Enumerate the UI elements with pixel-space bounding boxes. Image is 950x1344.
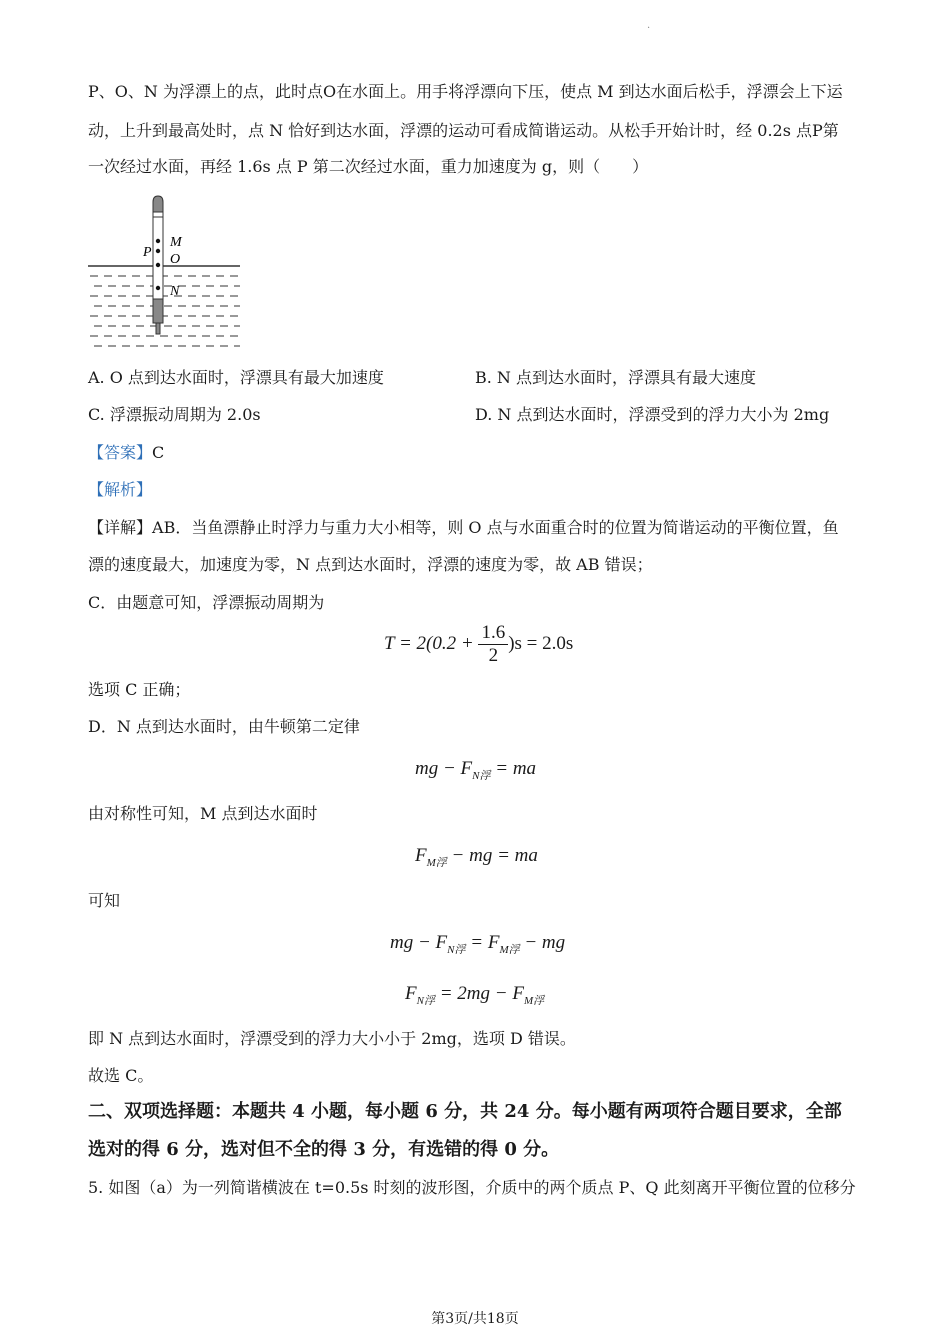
label-n: N [170, 284, 180, 299]
eq2-part-a: F [415, 845, 427, 866]
eq1-part-a: mg − F [415, 758, 473, 779]
eq3-part-c: − mg [519, 932, 566, 953]
answer-value: C [152, 443, 165, 462]
eq3-part-a: mg − F [390, 932, 448, 953]
eq3-sub-2: M浮 [499, 943, 520, 956]
label-m: M [170, 235, 182, 250]
detail-ab-text: AB．当鱼漂静止时浮力与重力大小相等，则 O 点与水面重合时的位置为简谐运动的平衡位置，鱼 [152, 518, 839, 537]
eq1-part-b: = ma [490, 758, 537, 779]
question-line-3: 一次经过水面，再经 1.6s 点 P 第二次经过水面，重力加速度为 g，则（ ） [88, 157, 649, 176]
detail-tag: 【详解】 [88, 518, 153, 537]
label-p: P [143, 245, 152, 260]
option-b: B. N 点到达水面时，浮漂具有最大速度 [475, 368, 757, 387]
period-right: )s = 2.0s [508, 632, 574, 654]
question-line-2: 动，上升到最高处时，点 N 恰好到达水面，浮漂的运动可看成简谐运动。从松手开始计时，经 0.2s 点P第 [88, 121, 839, 140]
eq4-part-a: F [405, 983, 417, 1004]
float-diagram [86, 194, 246, 350]
eq2-sub: M浮 [426, 856, 447, 869]
question-line-1: P、O、N 为浮漂上的点，此时点O在水面上。用手将浮漂向下压，使点 M 到达水面后松手，浮漂会上下运 [88, 82, 843, 101]
eq4-part-b: = 2mg − F [434, 983, 524, 1004]
label-o: O [170, 252, 181, 267]
equation-3 [390, 932, 565, 957]
period-denominator: 2 [488, 645, 499, 666]
water-lines [88, 266, 240, 346]
eq1-sub: N浮 [472, 769, 491, 782]
eq4-sub-2: M浮 [523, 994, 545, 1007]
period-fraction [478, 622, 508, 667]
eq3-sub-1: N浮 [447, 943, 466, 956]
equation-2 [415, 845, 538, 870]
detail-c-conclusion: 选项 C 正确； [88, 680, 191, 699]
section2-line-1: 二、双项选择题：本题共 4 小题，每小题 6 分，共 24 分。每小题有两项符合题目要求，全部 [88, 1101, 842, 1122]
answer-row [88, 443, 164, 463]
eq2-part-b: − mg = ma [446, 845, 538, 866]
section2-line-2: 选对的得 6 分，选对但不全的得 3 分，有选错的得 0 分。 [88, 1139, 560, 1160]
eq4-sub-1: N浮 [416, 994, 435, 1007]
option-a: A. O 点到达水面时，浮漂具有最大加速度 [88, 368, 384, 387]
option-c: C. 浮漂振动周期为 2.0s [88, 405, 261, 424]
page-footer: 第3页/共18页 [431, 1311, 519, 1327]
detail-final: 即 N 点到达水面时，浮漂受到的浮力大小小于 2mg，选项 D 错误。 [88, 1029, 576, 1048]
detail-choose: 故选 C。 [88, 1066, 154, 1085]
detail-line-1 [88, 518, 839, 538]
detail-line-2: 漂的速度最大，加速度为零，N 点到达水面时，浮漂的速度为零，故 AB 错误； [88, 555, 653, 574]
analysis-tag: 【解析】 [88, 480, 153, 499]
equation-4 [405, 983, 544, 1008]
option-d: D. N 点到达水面时，浮漂受到的浮力大小为 2mg [475, 405, 830, 424]
equation-period [384, 622, 573, 667]
period-left: T = 2(0.2 + [384, 632, 479, 654]
eq3-part-b: = F [465, 932, 500, 953]
detail-symmetry: 由对称性可知，M 点到达水面时 [88, 804, 318, 823]
float-body [153, 196, 163, 334]
header-dot: . [647, 20, 651, 31]
detail-c-intro: C．由题意可知，浮漂振动周期为 [88, 593, 325, 612]
detail-d-intro: D．N 点到达水面时，由牛顿第二定律 [88, 717, 360, 736]
period-numerator: 1.6 [478, 622, 508, 645]
question-5: 5. 如图（a）为一列简谐横波在 t=0.5s 时刻的波形图，介质中的两个质点 P、Q 此刻离开平衡位置的位移分 [88, 1178, 856, 1197]
equation-1 [415, 758, 536, 783]
detail-know: 可知 [88, 891, 121, 910]
answer-tag: 【答案】 [88, 443, 153, 462]
